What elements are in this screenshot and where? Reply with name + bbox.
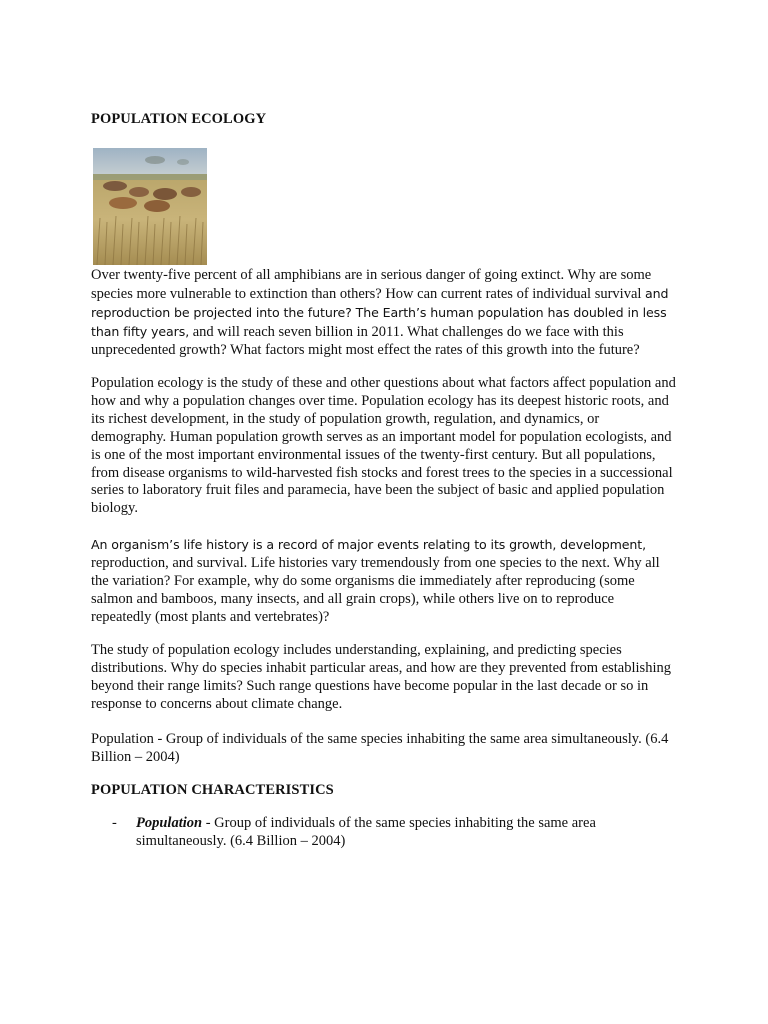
distribution-paragraph: The study of population ecology includes understanding, explaining, and predicting species distributions. Why do species inhabit particular areas, and how are they prevented from establishing beyond their range limits? Such range questions have become popular in the last decade or so in response to concerns about climate change. bbox=[91, 642, 671, 712]
characteristics-heading: POPULATION CHARACTERISTICS bbox=[91, 782, 334, 798]
bullet-definition: - Group of individuals of the same species inhabiting the same area simultaneously. (6.4 Billion – 2004) bbox=[136, 815, 596, 849]
savanna-antelope-photo bbox=[93, 148, 207, 265]
main-heading: POPULATION ECOLOGY bbox=[91, 111, 267, 127]
intro-paragraph bbox=[91, 267, 677, 360]
bullet-dash: - bbox=[112, 815, 117, 831]
population-definition-paragraph: Population - Group of individuals of the same species inhabiting the same area simultaneously. (6.4 Billion – 2004) bbox=[91, 731, 669, 765]
intro-paragraph-part-c: and will reach seven billion in 2011. What challenges do we face with this unprecedented growth? What factors might most effect the rates of this growth into the future? bbox=[91, 323, 640, 358]
definition-paragraph: Population ecology is the study of these and other questions about what factors affect population and how and why a population changes over time. Population ecology has its deepest historic roots, and its richest development, in the study of population growth, regulation, and dynamics, or demography. Human population growth serves as an important model for population ecologists, and is one of the most important environmental issues of the twenty-first century. But all populations, from disease organisms to wild-harvested fish stocks and forest trees to the species in a successional series to laboratory fruit files and paramecia, have been the subject of basic and applied population biology. bbox=[91, 375, 676, 517]
life-history-paragraph-part-a: An organism’s life history is a record of major events relating to its growth, development, bbox=[91, 537, 647, 552]
intro-paragraph-part-a: Over twenty-five percent of all amphibians are in serious danger of going extinct. Why are some species more vulnerable to extinction than others? How can current rates of individual survival bbox=[91, 267, 652, 302]
bullet-text bbox=[136, 814, 656, 850]
bullet-term: Population bbox=[136, 815, 203, 831]
life-history-paragraph bbox=[91, 536, 677, 627]
intro-paragraph-part-b: and reproduction be projected into the future? The Earth’s human population has doubled in less than fifty years, bbox=[91, 285, 669, 339]
life-history-paragraph-part-b: reproduction, and survival. Life histories vary tremendously from one species to the next. Why all the variation? For example, why do some organisms die immediately after reproducing (some salmon and bamboos, many insects, and all grain crops), while others live on to reproduce repeatedly (most plants and vertebrates)? bbox=[91, 554, 660, 625]
